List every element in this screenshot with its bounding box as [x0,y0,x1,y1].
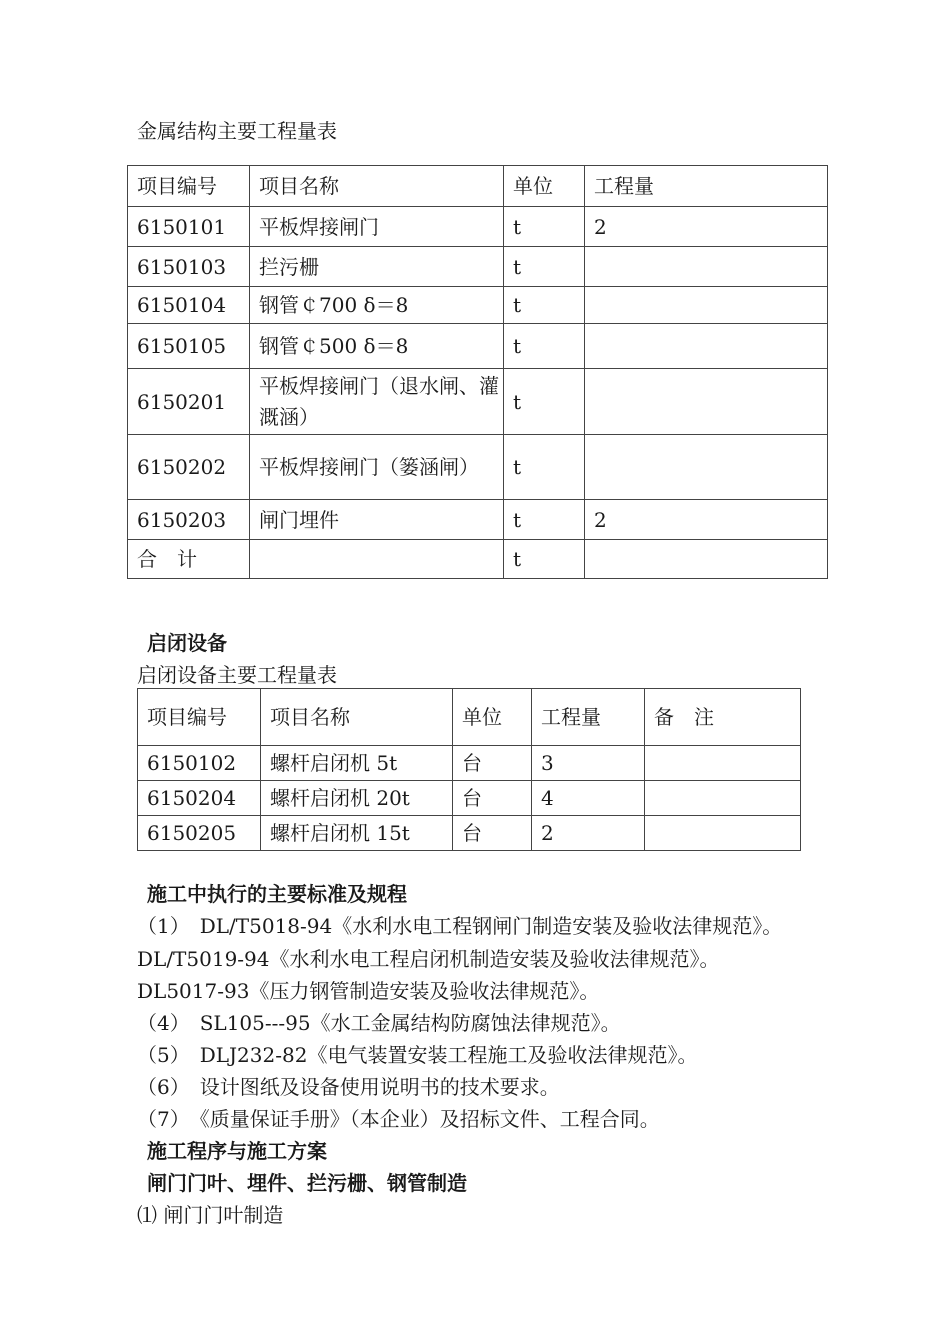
table-row [128,247,828,287]
table-cell: t [504,435,585,500]
table-cell: 台 [453,816,532,851]
table-cell: t [504,324,585,369]
table-cell: 6150103 [128,247,250,287]
header-cell: 单位 [504,166,585,207]
standard-item: （5） DLJ232-82《电气装置安装工程施工及验收法律规范》。 [137,1043,698,1067]
table-cell: 螺杆启闭机 5t [261,746,453,781]
table-cell [250,540,504,579]
table-cell [585,435,828,500]
standard-item: DL5017-93《压力钢管制造安装及验收法律规范》。 [137,979,600,1003]
table-row [128,435,828,500]
section-heading-hoist: 启闭设备 [147,631,227,655]
table-cell: 6150105 [128,324,250,369]
subheading-fabrication: 闸门门叶、埋件、拦污栅、钢管制造 [147,1171,467,1195]
header-cell: 项目编号 [128,166,250,207]
header-cell: 项目名称 [250,166,504,207]
standard-item: （1） DL/T5018-94《水利水电工程钢闸门制造安装及验收法律规范》。 [137,914,783,938]
table-row [128,324,828,369]
table-cell: 钢管￠500 δ＝8 [250,324,504,369]
table2-title: 启闭设备主要工程量表 [137,663,337,687]
header-cell: 单位 [453,689,532,746]
table-cell: t [504,500,585,540]
table-cell [645,781,801,816]
table-cell: 台 [453,781,532,816]
table-cell: t [504,247,585,287]
table-cell [585,369,828,435]
table-row [128,540,828,579]
table-cell: 台 [453,746,532,781]
table-cell: 平板焊接闸门 [250,207,504,247]
table-cell: 钢管￠700 δ＝8 [250,287,504,324]
table-header-row [128,166,828,207]
table-cell: 6150203 [128,500,250,540]
table-cell: 4 [532,781,645,816]
table-cell: 6150101 [128,207,250,247]
standard-item: （6） 设计图纸及设备使用说明书的技术要求。 [137,1075,560,1099]
header-cell: 项目名称 [261,689,453,746]
table-cell: 平板焊接闸门（篓涵闸） [250,435,504,500]
table-cell: t [504,369,585,435]
table-cell: 6150102 [138,746,261,781]
header-cell: 工程量 [532,689,645,746]
table1-title: 金属结构主要工程量表 [137,119,337,143]
metal-structure-table [127,165,828,579]
header-cell: 项目编号 [138,689,261,746]
table-cell [585,540,828,579]
table-row [138,746,801,781]
table-row [128,287,828,324]
table-cell: 6150204 [138,781,261,816]
procedure-item: ⑴ 闸门门叶制造 [137,1203,284,1227]
header-cell: 备 注 [645,689,801,746]
table-cell: 6150202 [128,435,250,500]
table-row [138,816,801,851]
table-cell [645,746,801,781]
table-cell: 2 [585,500,828,540]
table-cell: 闸门埋件 [250,500,504,540]
section-heading-procedure: 施工程序与施工方案 [147,1139,327,1163]
table-cell: 螺杆启闭机 20t [261,781,453,816]
table-cell: 3 [532,746,645,781]
table-cell [585,247,828,287]
table-cell: 2 [585,207,828,247]
header-cell: 工程量 [585,166,828,207]
standard-item: （7） 《质量保证手册》（本企业）及招标文件、工程合同。 [137,1107,660,1131]
table-cell: t [504,540,585,579]
table-cell: 合 计 [128,540,250,579]
table-cell [645,816,801,851]
section-heading-standards: 施工中执行的主要标准及规程 [147,882,407,906]
table-row [138,781,801,816]
table-cell: 拦污栅 [250,247,504,287]
table-cell: 2 [532,816,645,851]
table-row [128,369,828,435]
standard-item: （4） SL105---95《水工金属结构防腐蚀法律规范》。 [137,1011,621,1035]
table-cell [585,287,828,324]
table-row [128,500,828,540]
table-cell: 6150104 [128,287,250,324]
table-cell [585,324,828,369]
table-cell: 平板焊接闸门（退水闸、灌溉涵） [250,369,504,435]
table-header-row [138,689,801,746]
table-cell: t [504,287,585,324]
table-cell: 6150205 [138,816,261,851]
table-row [128,207,828,247]
table-cell: 螺杆启闭机 15t [261,816,453,851]
hoist-equipment-table [137,688,801,851]
table-cell: 6150201 [128,369,250,435]
standard-item: DL/T5019-94《水利水电工程启闭机制造安装及验收法律规范》。 [137,947,720,971]
table-cell: t [504,207,585,247]
